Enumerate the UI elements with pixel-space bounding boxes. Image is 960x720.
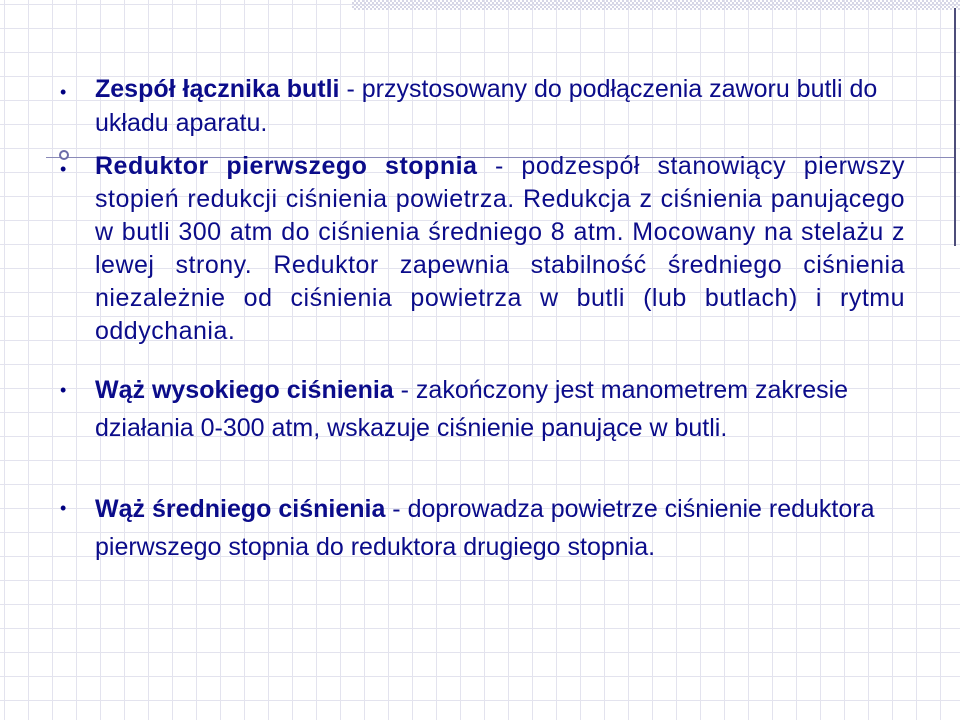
bullet-item-cylinder-connector	[95, 72, 905, 140]
bullet-text: - zakończony jest manometrem zakresie działania 0-300 atm, wskazuje ciśnienie panujące w butli.	[95, 376, 849, 442]
bullet-dot-icon: •	[60, 380, 67, 400]
bullet-term: Reduktor pierwszego stopnia	[95, 152, 478, 180]
corner-pattern	[352, 0, 960, 10]
bullet-dot-icon: •	[60, 498, 67, 518]
bullet-term: Wąż wysokiego ciśnienia	[95, 376, 394, 404]
bullet-term: Zespół łącznika butli	[95, 75, 340, 103]
bullet-item-first-stage-reducer	[95, 150, 905, 348]
vertical-rule	[954, 8, 956, 246]
bullet-item-high-pressure-hose	[95, 371, 905, 447]
bullet-item-medium-pressure-hose	[95, 490, 905, 566]
bullet-text: - podzespół stanowiący pierwszy stopień redukcji ciśnienia powietrza. Redukcja z ciśnienia panującego w butli 300 atm do ciśnienia średniego 8 atm. Mocowany na stelażu z lewej strony. Reduktor zapewnia stabilność średniego ciśnienia niezależnie od ciśnienia powietrza w butli (lub butlach) i rytmu oddychania.	[95, 152, 905, 345]
bullet-term: Wąż średniego ciśnienia	[95, 495, 386, 523]
bullet-text: - przystosowany do podłączenia zaworu butli do układu aparatu.	[95, 75, 878, 137]
bullet-text: - doprowadza powietrze ciśnienie reduktora pierwszego stopnia do reduktora drugiego stopnia.	[95, 495, 875, 561]
bullet-dot-icon: •	[60, 82, 67, 102]
bullet-dot-icon: •	[60, 159, 67, 179]
